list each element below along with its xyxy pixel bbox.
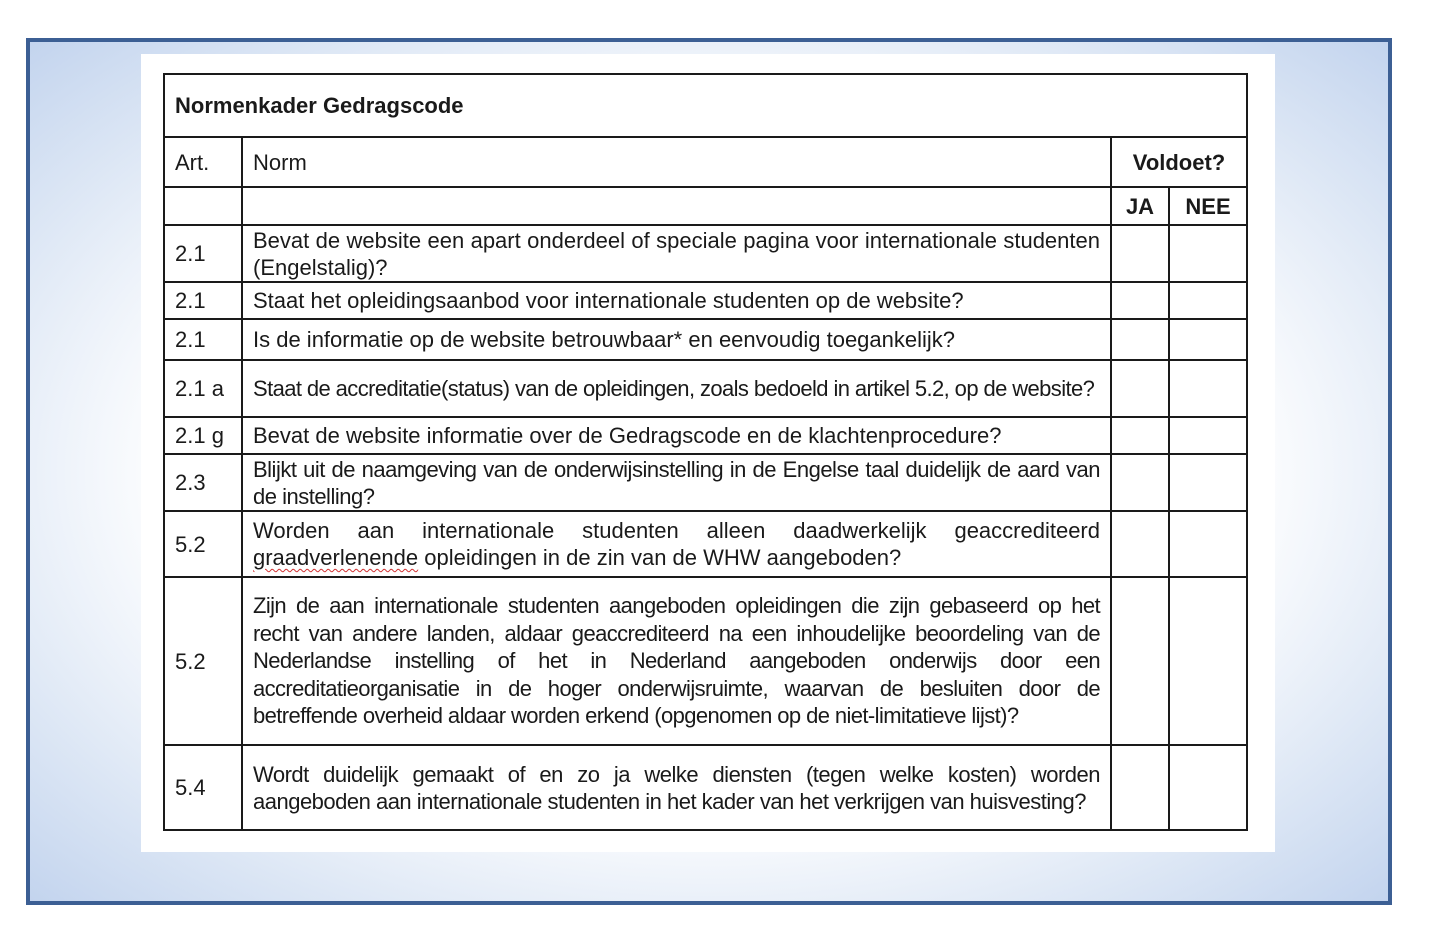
- norm-text-part: Worden aan internationale studenten alleen daadwerkelijk geaccrediteerd: [253, 518, 1100, 543]
- row-norm: Staat de accreditatie(status) van de opleidingen, zoals bedoeld in artikel 5.2, op de website?: [242, 360, 1111, 417]
- row-art: 2.1: [164, 225, 242, 282]
- header-norm: Norm: [242, 137, 1111, 187]
- table-row: [164, 511, 1247, 577]
- header-nee: NEE: [1169, 187, 1247, 225]
- table-title-row: [164, 74, 1247, 137]
- row-norm: Bevat de website informatie over de Gedragscode en de klachtenprocedure?: [242, 417, 1111, 454]
- header-row: [164, 137, 1247, 187]
- row-art: 2.1: [164, 319, 242, 360]
- row-art: 2.3: [164, 454, 242, 511]
- header-art: Art.: [164, 137, 242, 187]
- subheader-empty-art: [164, 187, 242, 225]
- nee-cell[interactable]: [1169, 282, 1247, 319]
- ja-cell[interactable]: [1111, 577, 1169, 745]
- table-row: [164, 360, 1247, 417]
- row-norm: Blijkt uit de naamgeving van de onderwijsinstelling in de Engelse taal duidelijk de aard van de instelling?: [242, 454, 1111, 511]
- subheader-empty-norm: [242, 187, 1111, 225]
- row-norm: Zijn de aan internationale studenten aangeboden opleidingen die zijn gebaseerd op het recht van andere landen, aldaar geaccrediteerd na een inhoudelijke beoordeling van de Nederlandse instelling of het in Nederland aangeboden onderwijs door een accreditatieorganisatie in de hoger onderwijsruimte, waarvan de besluiten door de betreffende overheid aldaar worden erkend (opgenomen op de niet-limitatieve lijst)?: [242, 577, 1111, 745]
- ja-cell[interactable]: [1111, 745, 1169, 830]
- nee-cell[interactable]: [1169, 319, 1247, 360]
- subheader-row: [164, 187, 1247, 225]
- nee-cell[interactable]: [1169, 454, 1247, 511]
- ja-cell[interactable]: [1111, 319, 1169, 360]
- norm-text-part: opleidingen in de zin van de WHW aangeboden?: [418, 545, 902, 570]
- row-art: 2.1 g: [164, 417, 242, 454]
- nee-cell[interactable]: [1169, 360, 1247, 417]
- row-norm: Is de informatie op de website betrouwbaar* en eenvoudig toegankelijk?: [242, 319, 1111, 360]
- row-norm: [242, 511, 1111, 577]
- row-art: 5.2: [164, 511, 242, 577]
- nee-cell[interactable]: [1169, 745, 1247, 830]
- table-row: [164, 282, 1247, 319]
- table-row: [164, 417, 1247, 454]
- ja-cell[interactable]: [1111, 417, 1169, 454]
- header-voldoet: Voldoet?: [1111, 137, 1247, 187]
- row-norm: Staat het opleidingsaanbod voor internationale studenten op de website?: [242, 282, 1111, 319]
- row-art: 5.4: [164, 745, 242, 830]
- ja-cell[interactable]: [1111, 282, 1169, 319]
- row-norm: Bevat de website een apart onderdeel of speciale pagina voor internationale studenten (Engelstalig)?: [242, 225, 1111, 282]
- ja-cell[interactable]: [1111, 511, 1169, 577]
- spellcheck-marked-word: graadverlenende: [253, 545, 419, 570]
- header-ja: JA: [1111, 187, 1169, 225]
- ja-cell[interactable]: [1111, 454, 1169, 511]
- row-art: 5.2: [164, 577, 242, 745]
- table-title: Normenkader Gedragscode: [164, 74, 1247, 137]
- normenkader-table: [163, 73, 1248, 831]
- table-row: [164, 745, 1247, 830]
- row-art: 2.1 a: [164, 360, 242, 417]
- ja-cell[interactable]: [1111, 360, 1169, 417]
- table-row: [164, 577, 1247, 745]
- nee-cell[interactable]: [1169, 577, 1247, 745]
- row-art: 2.1: [164, 282, 242, 319]
- nee-cell[interactable]: [1169, 225, 1247, 282]
- table-row: [164, 319, 1247, 360]
- table-row: [164, 225, 1247, 282]
- row-norm: Wordt duidelijk gemaakt of en zo ja welke diensten (tegen welke kosten) worden aangeboden aan internationale studenten in het kader van het verkrijgen van huisvesting?: [242, 745, 1111, 830]
- table-row: [164, 454, 1247, 511]
- nee-cell[interactable]: [1169, 417, 1247, 454]
- nee-cell[interactable]: [1169, 511, 1247, 577]
- ja-cell[interactable]: [1111, 225, 1169, 282]
